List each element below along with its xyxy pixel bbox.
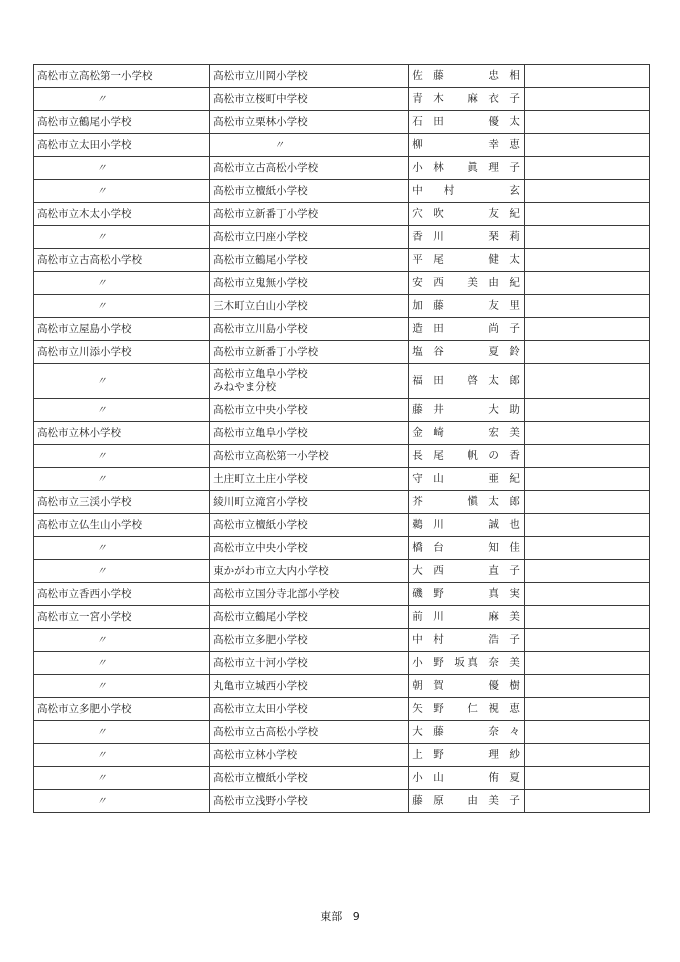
remarks-cell bbox=[524, 491, 649, 514]
table-row bbox=[34, 88, 650, 111]
from-school-cell bbox=[34, 629, 210, 652]
to-school: 高松市立亀阜小学校 bbox=[213, 426, 308, 439]
surname: 加 藤 bbox=[412, 299, 444, 312]
to-school-cell bbox=[210, 560, 409, 583]
to-school: 高松市立太田小学校 bbox=[213, 702, 308, 715]
from-school-cell bbox=[34, 295, 210, 318]
surname: 石 田 bbox=[412, 115, 444, 128]
table-row bbox=[34, 422, 650, 445]
remarks-cell bbox=[524, 468, 649, 491]
surname: 大 藤 bbox=[412, 725, 444, 738]
given-name: 愼 太 郎 bbox=[467, 495, 520, 508]
table-row bbox=[34, 203, 650, 226]
remarks-cell bbox=[524, 560, 649, 583]
name-cell bbox=[409, 698, 525, 721]
ditto-mark: 〃 bbox=[96, 634, 107, 646]
remarks-cell bbox=[524, 514, 649, 537]
to-school-cell bbox=[210, 583, 409, 606]
ditto-mark: 〃 bbox=[96, 375, 107, 387]
to-school-cell bbox=[210, 721, 409, 744]
table-row bbox=[34, 341, 650, 364]
ditto-mark: 〃 bbox=[96, 162, 107, 174]
given-name: 啓 太 郎 bbox=[467, 374, 520, 387]
from-school-cell bbox=[34, 583, 210, 606]
to-school-cell bbox=[210, 675, 409, 698]
table-row bbox=[34, 675, 650, 698]
ditto-mark: 〃 bbox=[96, 450, 107, 462]
remarks-cell bbox=[524, 180, 649, 203]
to-school-cell bbox=[210, 445, 409, 468]
table-row bbox=[34, 134, 650, 157]
remarks-cell bbox=[524, 721, 649, 744]
table-row bbox=[34, 468, 650, 491]
name-cell bbox=[409, 203, 525, 226]
table-row bbox=[34, 767, 650, 790]
name-cell bbox=[409, 226, 525, 249]
from-school: 高松市立香西小学校 bbox=[37, 587, 132, 600]
from-school-cell bbox=[34, 652, 210, 675]
name-cell bbox=[409, 295, 525, 318]
from-school: 高松市立屋島小学校 bbox=[37, 322, 132, 335]
name-cell bbox=[409, 249, 525, 272]
to-school-cell bbox=[210, 698, 409, 721]
from-school-cell bbox=[34, 341, 210, 364]
given-name: 友 紀 bbox=[488, 207, 520, 220]
to-school-cell bbox=[210, 514, 409, 537]
surname: 中 村 bbox=[412, 633, 444, 646]
surname: 安 西 bbox=[412, 276, 444, 289]
remarks-cell bbox=[524, 698, 649, 721]
table-row bbox=[34, 514, 650, 537]
to-school-cell bbox=[210, 295, 409, 318]
from-school-cell bbox=[34, 560, 210, 583]
from-school-cell bbox=[34, 65, 210, 88]
given-name: 琹 莉 bbox=[488, 230, 520, 243]
to-school-cell bbox=[210, 157, 409, 180]
surname: 藤 原 bbox=[412, 794, 444, 807]
from-school-cell bbox=[34, 514, 210, 537]
ditto-mark: 〃 bbox=[96, 726, 107, 738]
from-school-cell bbox=[34, 399, 210, 422]
given-name: 宏 美 bbox=[488, 426, 520, 439]
ditto-mark: 〃 bbox=[96, 404, 107, 416]
remarks-cell bbox=[524, 445, 649, 468]
remarks-cell bbox=[524, 318, 649, 341]
given-name: 麻 美 bbox=[488, 610, 520, 623]
given-name: 真 実 bbox=[488, 587, 520, 600]
surname: 柳 bbox=[412, 138, 423, 151]
table-row bbox=[34, 295, 650, 318]
from-school-cell bbox=[34, 88, 210, 111]
from-school: 高松市立林小学校 bbox=[37, 426, 121, 439]
table-row bbox=[34, 721, 650, 744]
to-school: 高松市立林小学校 bbox=[213, 748, 298, 761]
surname: 福 田 bbox=[412, 374, 444, 387]
to-school-cell bbox=[210, 226, 409, 249]
given-name: 眞 理 子 bbox=[467, 161, 520, 174]
remarks-cell bbox=[524, 583, 649, 606]
from-school-cell bbox=[34, 468, 210, 491]
table-row bbox=[34, 65, 650, 88]
surname: 大 西 bbox=[412, 564, 444, 577]
given-name: 知 佳 bbox=[488, 541, 520, 554]
from-school-cell bbox=[34, 790, 210, 813]
to-school-cell bbox=[210, 318, 409, 341]
name-cell bbox=[409, 445, 525, 468]
remarks-cell bbox=[524, 767, 649, 790]
surname: 青 木 bbox=[412, 92, 444, 105]
to-school: 高松市立中央小学校 bbox=[213, 541, 308, 554]
surname: 朝 賀 bbox=[412, 679, 444, 692]
to-school: 土庄町立土庄小学校 bbox=[213, 472, 308, 485]
from-school-cell bbox=[34, 537, 210, 560]
name-cell bbox=[409, 272, 525, 295]
remarks-cell bbox=[524, 537, 649, 560]
table-row bbox=[34, 180, 650, 203]
to-school-cell bbox=[210, 111, 409, 134]
remarks-cell bbox=[524, 203, 649, 226]
surname: 長 尾 bbox=[412, 449, 444, 462]
name-cell bbox=[409, 790, 525, 813]
given-name: 帆 の 香 bbox=[467, 449, 520, 462]
remarks-cell bbox=[524, 399, 649, 422]
to-school-cell bbox=[210, 744, 409, 767]
to-school-cell bbox=[210, 364, 409, 399]
given-name: 理 紗 bbox=[488, 748, 520, 761]
from-school: 高松市立古高松小学校 bbox=[37, 253, 142, 266]
from-school-cell bbox=[34, 157, 210, 180]
ditto-mark: 〃 bbox=[96, 795, 107, 807]
to-school-cell bbox=[210, 629, 409, 652]
from-school-cell bbox=[34, 491, 210, 514]
ditto-mark: 〃 bbox=[96, 542, 107, 554]
table-row bbox=[34, 226, 650, 249]
surname: 金 崎 bbox=[412, 426, 444, 439]
to-school: 丸亀市立城西小学校 bbox=[213, 679, 308, 692]
table-row bbox=[34, 157, 650, 180]
to-school-cell bbox=[210, 767, 409, 790]
given-name: 亜 紀 bbox=[488, 472, 520, 485]
table-row bbox=[34, 364, 650, 399]
name-cell bbox=[409, 88, 525, 111]
name-cell bbox=[409, 180, 525, 203]
to-school: 高松市立鶴尾小学校 bbox=[213, 610, 308, 623]
surname: 小 山 bbox=[412, 771, 444, 784]
ditto-mark: 〃 bbox=[96, 749, 107, 761]
given-name: 奈 々 bbox=[488, 725, 520, 738]
surname: 前 川 bbox=[412, 610, 444, 623]
to-school-cell bbox=[210, 203, 409, 226]
surname: 芥 bbox=[412, 495, 423, 508]
remarks-cell bbox=[524, 88, 649, 111]
ditto-mark: 〃 bbox=[96, 657, 107, 669]
name-cell bbox=[409, 157, 525, 180]
surname: 中 村 bbox=[412, 184, 455, 197]
ditto-mark: 〃 bbox=[96, 231, 107, 243]
surname: 穴 吹 bbox=[412, 207, 444, 220]
table-row bbox=[34, 560, 650, 583]
from-school-cell bbox=[34, 675, 210, 698]
table-row bbox=[34, 629, 650, 652]
surname: 佐 藤 bbox=[412, 69, 444, 82]
name-cell bbox=[409, 652, 525, 675]
name-cell bbox=[409, 341, 525, 364]
from-school-cell bbox=[34, 721, 210, 744]
to-school: 高松市立新番丁小学校 bbox=[213, 207, 319, 220]
name-cell bbox=[409, 514, 525, 537]
to-school: 高松市立桜町中学校 bbox=[213, 92, 308, 105]
given-name: 仁 視 恵 bbox=[467, 702, 520, 715]
remarks-cell bbox=[524, 226, 649, 249]
name-cell bbox=[409, 744, 525, 767]
from-school-cell bbox=[34, 767, 210, 790]
footer-page-number: 9 bbox=[352, 910, 360, 923]
to-school-cell bbox=[210, 88, 409, 111]
to-school-cell bbox=[210, 491, 409, 514]
to-school: 高松市立古高松小学校 bbox=[213, 725, 319, 738]
to-school-cell bbox=[210, 65, 409, 88]
to-school-cell bbox=[210, 341, 409, 364]
ditto-mark: 〃 bbox=[96, 680, 107, 692]
name-cell bbox=[409, 767, 525, 790]
surname: 塩 谷 bbox=[412, 345, 444, 358]
given-name: 夏 鈴 bbox=[488, 345, 520, 358]
from-school-cell bbox=[34, 744, 210, 767]
remarks-cell bbox=[524, 629, 649, 652]
surname: 鵜 川 bbox=[412, 518, 444, 531]
surname: 小 野 坂 bbox=[412, 656, 465, 669]
from-school: 高松市立多肥小学校 bbox=[37, 702, 132, 715]
given-name: 幸 恵 bbox=[488, 138, 520, 151]
from-school-cell bbox=[34, 606, 210, 629]
surname: 藤 井 bbox=[412, 403, 444, 416]
remarks-cell bbox=[524, 65, 649, 88]
name-cell bbox=[409, 606, 525, 629]
surname: 平 尾 bbox=[412, 253, 444, 266]
to-school: 高松市立檀紙小学校 bbox=[213, 771, 308, 784]
name-cell bbox=[409, 422, 525, 445]
to-school: 高松市立栗林小学校 bbox=[213, 115, 308, 128]
table-row bbox=[34, 111, 650, 134]
surname: 香 川 bbox=[412, 230, 444, 243]
remarks-cell bbox=[524, 652, 649, 675]
given-name: 浩 子 bbox=[488, 633, 520, 646]
given-name: 侑 夏 bbox=[488, 771, 520, 784]
to-school: 高松市立円座小学校 bbox=[213, 230, 308, 243]
from-school: 高松市立木太小学校 bbox=[37, 207, 132, 220]
name-cell bbox=[409, 629, 525, 652]
from-school-cell bbox=[34, 364, 210, 399]
given-name: 直 子 bbox=[488, 564, 520, 577]
from-school-cell bbox=[34, 226, 210, 249]
table-row bbox=[34, 583, 650, 606]
table-row bbox=[34, 272, 650, 295]
footer-section: 東部 bbox=[320, 910, 343, 923]
surname: 磯 野 bbox=[412, 587, 444, 600]
table-row bbox=[34, 445, 650, 468]
to-school-cell bbox=[210, 468, 409, 491]
given-name: 優 樹 bbox=[488, 679, 520, 692]
name-cell bbox=[409, 491, 525, 514]
from-school-cell bbox=[34, 180, 210, 203]
to-school: 高松市立高松第一小学校 bbox=[213, 449, 329, 462]
given-name: 優 太 bbox=[488, 115, 520, 128]
surname: 小 林 bbox=[412, 161, 444, 174]
name-cell bbox=[409, 318, 525, 341]
from-school: 高松市立高松第一小学校 bbox=[37, 69, 153, 82]
to-school: 高松市立十河小学校 bbox=[213, 656, 308, 669]
given-name: 真 奈 美 bbox=[467, 656, 520, 669]
given-name: 由 美 子 bbox=[467, 794, 520, 807]
remarks-cell bbox=[524, 157, 649, 180]
name-cell bbox=[409, 134, 525, 157]
table-row bbox=[34, 491, 650, 514]
remarks-cell bbox=[524, 134, 649, 157]
to-school: 高松市立檀紙小学校 bbox=[213, 518, 308, 531]
table-row bbox=[34, 790, 650, 813]
surname: 橋 台 bbox=[412, 541, 444, 554]
name-cell bbox=[409, 583, 525, 606]
surname: 守 山 bbox=[412, 472, 444, 485]
ditto-mark: 〃 bbox=[96, 772, 107, 784]
remarks-cell bbox=[524, 295, 649, 318]
ditto-mark: 〃 bbox=[96, 300, 107, 312]
to-school: 高松市立国分寺北部小学校 bbox=[213, 587, 340, 600]
from-school-cell bbox=[34, 203, 210, 226]
to-school: 高松市立浅野小学校 bbox=[213, 794, 308, 807]
transfer-table bbox=[33, 64, 650, 813]
from-school: 高松市立川添小学校 bbox=[37, 345, 132, 358]
to-school: 綾川町立滝宮小学校 bbox=[213, 495, 308, 508]
to-school-cell bbox=[210, 606, 409, 629]
remarks-cell bbox=[524, 249, 649, 272]
name-cell bbox=[409, 364, 525, 399]
from-school-cell bbox=[34, 422, 210, 445]
table-row bbox=[34, 537, 650, 560]
table-row bbox=[34, 249, 650, 272]
to-school: 高松市立鬼無小学校 bbox=[213, 276, 308, 289]
name-cell bbox=[409, 468, 525, 491]
from-school-cell bbox=[34, 272, 210, 295]
surname: 矢 野 bbox=[412, 702, 444, 715]
remarks-cell bbox=[524, 111, 649, 134]
table-row bbox=[34, 606, 650, 629]
given-name: 忠 相 bbox=[488, 69, 520, 82]
to-school: 高松市立亀阜小学校 bbox=[213, 368, 308, 380]
name-cell bbox=[409, 65, 525, 88]
given-name: 玄 bbox=[509, 184, 520, 197]
to-school-cell bbox=[210, 272, 409, 295]
to-school-cell bbox=[210, 652, 409, 675]
to-school: 高松市立川岡小学校 bbox=[213, 69, 308, 82]
surname: 上 野 bbox=[412, 748, 444, 761]
name-cell bbox=[409, 721, 525, 744]
name-cell bbox=[409, 675, 525, 698]
ditto-mark: 〃 bbox=[274, 139, 285, 151]
remarks-cell bbox=[524, 341, 649, 364]
given-name: 尚 子 bbox=[488, 322, 520, 335]
remarks-cell bbox=[524, 272, 649, 295]
to-school-cell bbox=[210, 399, 409, 422]
from-school: 高松市立仏生山小学校 bbox=[37, 518, 142, 531]
name-cell bbox=[409, 399, 525, 422]
table-row bbox=[34, 698, 650, 721]
remarks-cell bbox=[524, 675, 649, 698]
ditto-mark: 〃 bbox=[96, 565, 107, 577]
ditto-mark: 〃 bbox=[96, 185, 107, 197]
remarks-cell bbox=[524, 364, 649, 399]
from-school-cell bbox=[34, 249, 210, 272]
from-school: 高松市立三渓小学校 bbox=[37, 495, 132, 508]
ditto-mark: 〃 bbox=[96, 473, 107, 485]
remarks-cell bbox=[524, 790, 649, 813]
given-name: 麻 衣 子 bbox=[467, 92, 520, 105]
to-school: 高松市立鶴尾小学校 bbox=[213, 253, 308, 266]
to-school-cell bbox=[210, 422, 409, 445]
name-cell bbox=[409, 560, 525, 583]
from-school-cell bbox=[34, 134, 210, 157]
from-school-cell bbox=[34, 318, 210, 341]
remarks-cell bbox=[524, 422, 649, 445]
from-school-cell bbox=[34, 698, 210, 721]
to-school-branch: みねやま分校 bbox=[213, 381, 277, 393]
to-school: 高松市立中央小学校 bbox=[213, 403, 308, 416]
from-school-cell bbox=[34, 445, 210, 468]
table-row bbox=[34, 652, 650, 675]
name-cell bbox=[409, 537, 525, 560]
to-school: 高松市立新番丁小学校 bbox=[213, 345, 319, 358]
from-school: 高松市立一宮小学校 bbox=[37, 610, 132, 623]
given-name: 誠 也 bbox=[488, 518, 520, 531]
table-row bbox=[34, 318, 650, 341]
to-school: 高松市立檀紙小学校 bbox=[213, 184, 308, 197]
to-school: 高松市立川島小学校 bbox=[213, 322, 308, 335]
given-name: 健 太 bbox=[488, 253, 520, 266]
to-school: 高松市立多肥小学校 bbox=[213, 633, 308, 646]
to-school-cell bbox=[210, 537, 409, 560]
ditto-mark: 〃 bbox=[96, 93, 107, 105]
to-school-cell bbox=[210, 249, 409, 272]
from-school: 高松市立太田小学校 bbox=[37, 138, 132, 151]
name-cell bbox=[409, 111, 525, 134]
surname: 造 田 bbox=[412, 322, 444, 335]
given-name: 美 由 紀 bbox=[467, 276, 520, 289]
table-row bbox=[34, 744, 650, 767]
remarks-cell bbox=[524, 606, 649, 629]
to-school-cell bbox=[210, 790, 409, 813]
page-footer bbox=[0, 908, 680, 924]
table-row bbox=[34, 399, 650, 422]
to-school: 東かがわ市立大内小学校 bbox=[213, 564, 329, 577]
to-school: 高松市立古高松小学校 bbox=[213, 161, 319, 174]
to-school-cell bbox=[210, 134, 409, 157]
given-name: 友 里 bbox=[488, 299, 520, 312]
from-school-cell bbox=[34, 111, 210, 134]
ditto-mark: 〃 bbox=[96, 277, 107, 289]
from-school: 高松市立鶴尾小学校 bbox=[37, 115, 132, 128]
given-name: 大 助 bbox=[488, 403, 520, 416]
to-school-cell bbox=[210, 180, 409, 203]
to-school: 三木町立白山小学校 bbox=[213, 299, 308, 312]
remarks-cell bbox=[524, 744, 649, 767]
